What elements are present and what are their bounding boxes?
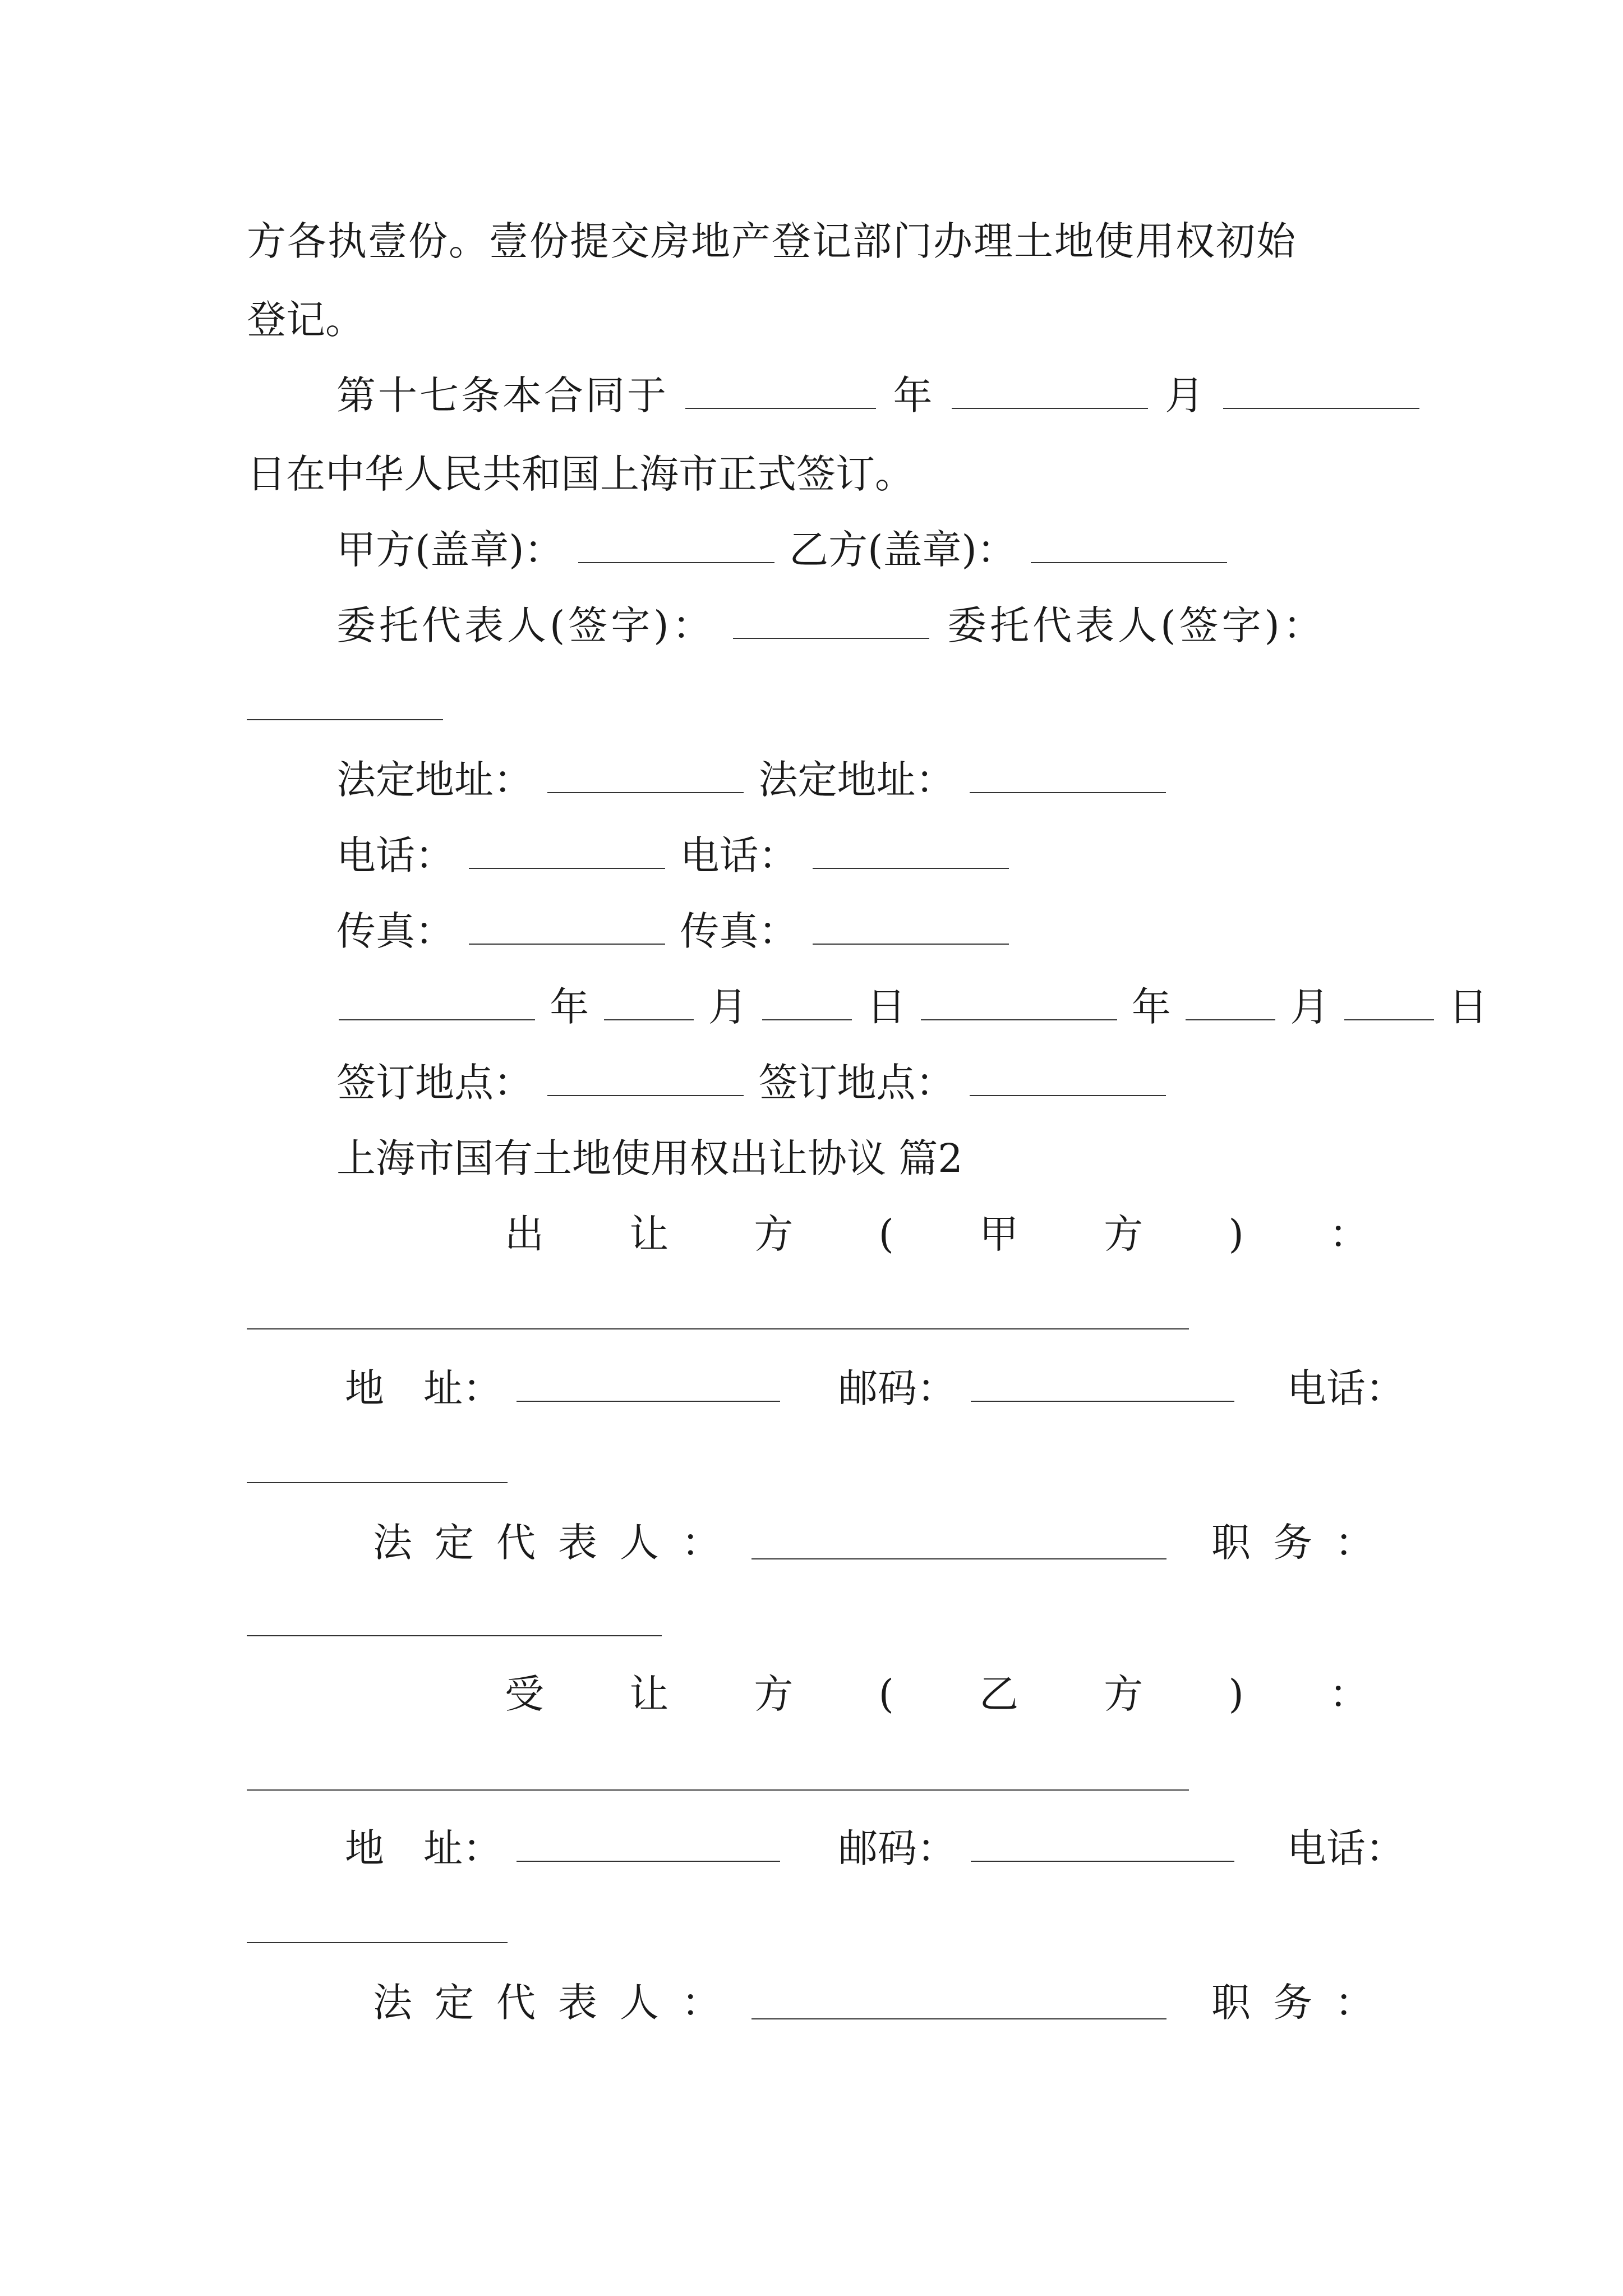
text: 日 xyxy=(866,984,906,1030)
text: 乙方(盖章)： xyxy=(789,527,1016,573)
char: 甲 xyxy=(979,1211,1019,1257)
char: 让 xyxy=(629,1671,669,1717)
blank-field[interactable] xyxy=(762,980,852,1020)
char: 出 xyxy=(505,1211,544,1257)
char: 方 xyxy=(754,1671,794,1717)
transferor-heading xyxy=(505,1206,1368,1262)
text: 月 xyxy=(1165,372,1207,418)
place-line xyxy=(336,1055,1168,1111)
char: ( xyxy=(878,1211,894,1257)
char: ( xyxy=(878,1671,894,1717)
blank-field[interactable] xyxy=(517,1361,780,1402)
paragraph-line xyxy=(247,292,365,348)
address-line xyxy=(336,752,1168,808)
transferee-tel xyxy=(1287,1820,1405,1876)
transferee-position xyxy=(1211,1975,1396,2031)
blank-field[interactable] xyxy=(813,829,1009,869)
representative-line xyxy=(336,597,1326,654)
blank-field[interactable] xyxy=(1223,369,1419,409)
blank-field[interactable] xyxy=(469,829,665,869)
char: 方 xyxy=(1104,1211,1144,1257)
text: 月 xyxy=(708,984,748,1030)
char: ： xyxy=(1329,1211,1368,1257)
paragraph-line xyxy=(247,213,1297,269)
date-line xyxy=(336,979,1488,1035)
text: 电话： xyxy=(680,832,798,878)
text: 上海市国有土地使用权出让协议 篇2 xyxy=(336,1135,963,1181)
section-title xyxy=(336,1130,963,1186)
text: 职务： xyxy=(1211,1520,1396,1566)
text: 年 xyxy=(1131,984,1171,1030)
blank-field[interactable] xyxy=(604,980,694,1020)
transferor-contact-line xyxy=(345,1360,782,1416)
text: 方各执壹份。壹份提交房地产登记部门办理土地使用权初始 xyxy=(247,218,1297,264)
text: 签订地点： xyxy=(336,1060,533,1106)
text: 第十七条本合同于 xyxy=(336,372,668,418)
transferee-contact-line xyxy=(345,1820,782,1876)
text: 年 xyxy=(893,372,935,418)
text: 登记。 xyxy=(247,297,365,343)
text: 地 址： xyxy=(345,1365,502,1411)
text: 日 xyxy=(1448,984,1488,1030)
text: 签订地点： xyxy=(758,1060,955,1106)
transferor-position xyxy=(1211,1515,1396,1571)
char: 受 xyxy=(505,1671,544,1717)
blank-field[interactable] xyxy=(921,980,1117,1020)
char: 方 xyxy=(754,1211,794,1257)
transferee-legal-rep xyxy=(373,1975,743,2031)
text: 电话： xyxy=(1287,1825,1405,1871)
text: 法定地址： xyxy=(336,757,533,803)
char: ) xyxy=(1228,1211,1244,1257)
blank-field[interactable] xyxy=(685,369,876,409)
text: 传真： xyxy=(336,908,454,954)
blank-field[interactable] xyxy=(751,1558,1166,1559)
blank-field[interactable] xyxy=(517,1821,780,1862)
fax-line xyxy=(336,903,1011,959)
blank-field[interactable] xyxy=(970,753,1166,793)
article-17-line xyxy=(247,446,914,502)
blank-field[interactable] xyxy=(751,2018,1166,2019)
text: 月 xyxy=(1290,984,1330,1030)
char: 乙 xyxy=(979,1671,1019,1717)
blank-field[interactable] xyxy=(1186,980,1275,1020)
text: 年 xyxy=(550,984,589,1030)
seal-line xyxy=(336,522,1229,578)
text: 委托代表人(签字)： xyxy=(947,602,1326,648)
transferee-zip xyxy=(838,1820,1237,1876)
blank-field[interactable] xyxy=(733,599,929,639)
text: 法定代表人： xyxy=(373,1520,743,1566)
text: 传真： xyxy=(680,908,798,954)
blank-field[interactable] xyxy=(813,904,1009,945)
blank-field[interactable] xyxy=(247,1635,662,1636)
text: 职务： xyxy=(1211,1980,1396,2026)
blank-field[interactable] xyxy=(547,753,744,793)
transferor-legal-rep xyxy=(373,1515,743,1571)
text: 邮码： xyxy=(838,1365,956,1411)
blank-field[interactable] xyxy=(247,1482,508,1483)
text: 法定地址： xyxy=(758,757,955,803)
blank-field[interactable] xyxy=(578,523,774,563)
blank-field[interactable] xyxy=(339,980,535,1020)
char: ： xyxy=(1329,1671,1368,1717)
text: 邮码： xyxy=(838,1825,956,1871)
blank-field[interactable] xyxy=(1344,980,1434,1020)
blank-field[interactable] xyxy=(971,1821,1234,1862)
text: 法定代表人： xyxy=(373,1980,743,2026)
blank-field[interactable] xyxy=(1031,523,1227,563)
text: 地 址： xyxy=(345,1825,502,1871)
blank-field[interactable] xyxy=(971,1361,1234,1402)
text: 日在中华人民共和国上海市正式签订。 xyxy=(247,451,914,497)
text: 委托代表人(签字)： xyxy=(336,602,715,648)
char: 让 xyxy=(629,1211,669,1257)
blank-field[interactable] xyxy=(247,1328,1189,1329)
blank-field[interactable] xyxy=(247,719,443,720)
blank-field[interactable] xyxy=(952,369,1148,409)
char: 方 xyxy=(1104,1671,1144,1717)
blank-field[interactable] xyxy=(547,1056,744,1096)
blank-field[interactable] xyxy=(970,1056,1166,1096)
transferor-zip xyxy=(838,1360,1237,1416)
phone-line xyxy=(336,827,1011,884)
blank-field[interactable] xyxy=(469,904,665,945)
transferee-heading xyxy=(505,1666,1368,1722)
text: 甲方(盖章)： xyxy=(336,527,564,573)
blank-field[interactable] xyxy=(247,1942,508,1943)
char: ) xyxy=(1228,1671,1244,1717)
text: 电话： xyxy=(1287,1365,1405,1411)
text: 电话： xyxy=(336,832,454,878)
transferor-tel xyxy=(1287,1360,1405,1416)
article-17-line xyxy=(336,367,1422,424)
blank-field[interactable] xyxy=(247,1789,1189,1791)
